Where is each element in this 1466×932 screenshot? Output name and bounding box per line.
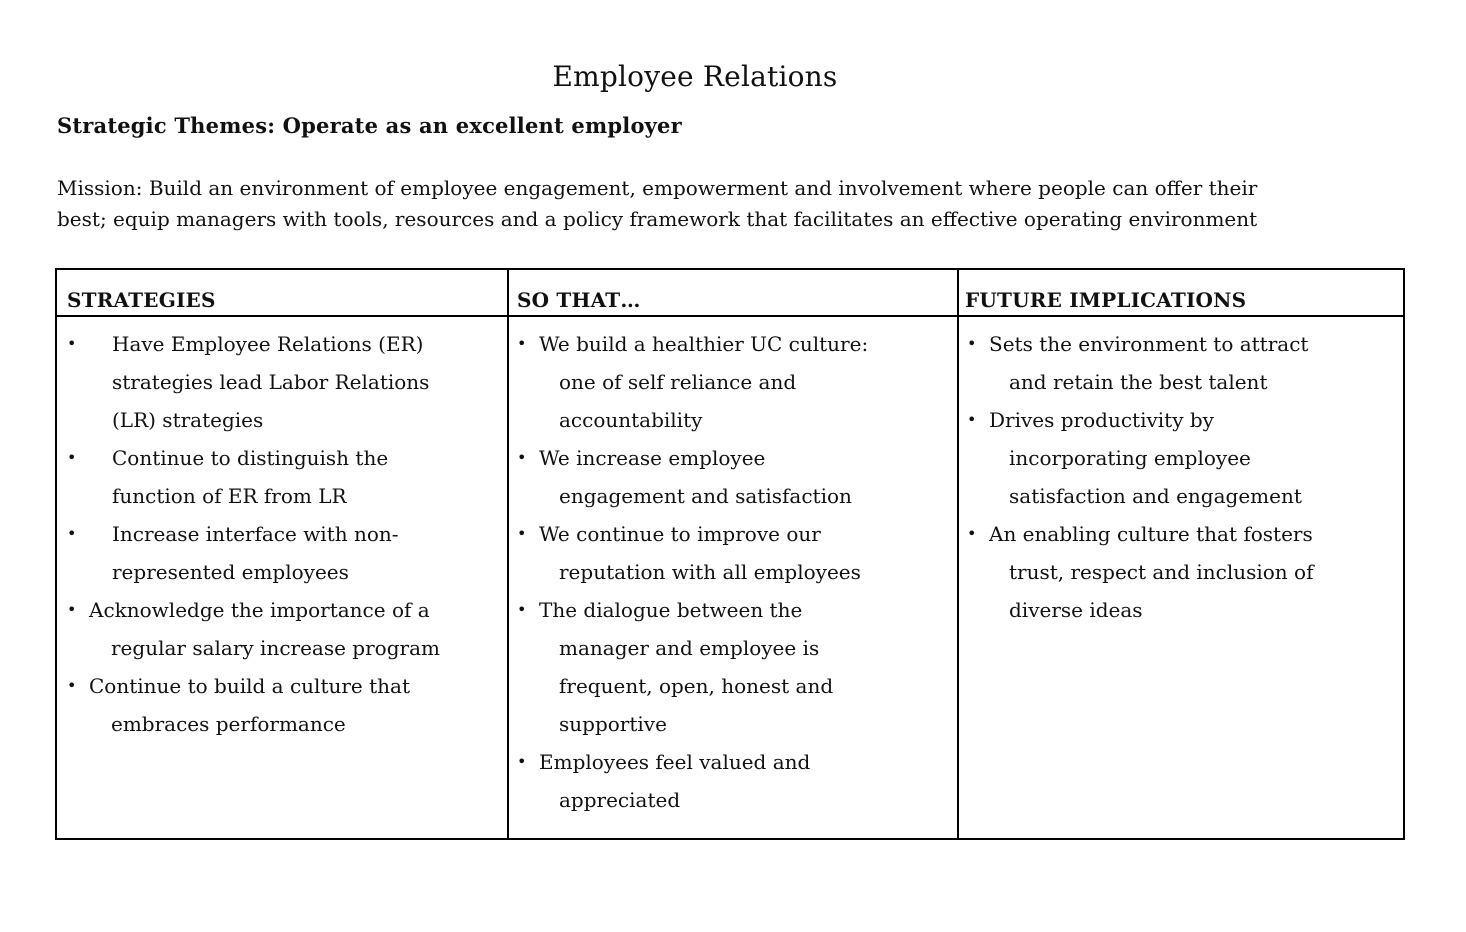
bullet-icon: •	[517, 448, 527, 467]
strategic-themes: Strategic Themes: Operate as an excellent employer	[57, 113, 682, 138]
mission-statement	[57, 173, 1347, 235]
bullet-icon: •	[517, 600, 527, 619]
list-item	[517, 515, 951, 591]
bullet-icon: •	[967, 524, 977, 543]
future-implications-list	[967, 325, 1399, 629]
item-text: Increase interface with non-	[112, 522, 399, 546]
future-implications-column	[957, 270, 1405, 838]
so-that-column	[507, 270, 959, 838]
item-text-continued: diverse ideas	[1009, 598, 1143, 622]
strategy-table	[55, 268, 1405, 840]
list-item	[517, 439, 951, 515]
mission-line-1: Mission: Build an environment of employee engagement, empowerment and involvement where people can offer their	[57, 176, 1258, 200]
item-text-continued: accountability	[559, 408, 703, 432]
list-item	[67, 439, 501, 515]
item-text-continued: frequent, open, honest and	[559, 674, 834, 698]
column-header-cell	[957, 270, 1405, 317]
item-text-continued: appreciated	[559, 788, 681, 812]
bullet-icon: •	[967, 410, 977, 429]
item-text-continued: satisfaction and engagement	[1009, 484, 1302, 508]
item-text: We increase employee	[539, 446, 766, 470]
column-header-cell	[57, 270, 507, 317]
item-text: Continue to distinguish the	[112, 446, 389, 470]
item-text: Continue to build a culture that	[89, 674, 410, 698]
item-text: Drives productivity by	[989, 408, 1214, 432]
column-header-so-that: SO THAT…	[517, 288, 641, 312]
list-item	[517, 591, 951, 743]
item-text: We build a healthier UC culture:	[539, 332, 869, 356]
so-that-list	[517, 325, 951, 819]
list-item	[967, 325, 1399, 401]
bullet-icon: •	[967, 334, 977, 353]
item-text: Acknowledge the importance of a	[89, 598, 430, 622]
bullet-icon: •	[67, 600, 77, 619]
bullet-icon: •	[67, 448, 77, 467]
item-text-continued: represented employees	[112, 560, 349, 584]
list-item	[67, 667, 501, 743]
list-item	[967, 401, 1399, 515]
list-item	[517, 743, 951, 819]
list-item	[517, 325, 951, 439]
item-text-continued: (LR) strategies	[112, 408, 264, 432]
column-header-cell	[507, 270, 957, 317]
item-text-continued: embraces performance	[111, 712, 346, 736]
item-text: We continue to improve our	[539, 522, 821, 546]
list-item	[67, 515, 501, 591]
list-item	[67, 591, 501, 667]
bullet-icon: •	[67, 524, 77, 543]
bullet-icon: •	[517, 752, 527, 771]
list-item	[67, 325, 501, 439]
item-text: Employees feel valued and	[539, 750, 811, 774]
mission-line-2: best; equip managers with tools, resources and a policy framework that facilitates an effective operating environment	[57, 207, 1258, 231]
page-title: Employee Relations	[552, 60, 838, 93]
item-text-continued: and retain the best talent	[1009, 370, 1268, 394]
item-text-continued: supportive	[559, 712, 667, 736]
item-text-continued: manager and employee is	[559, 636, 820, 660]
bullet-icon: •	[517, 334, 527, 353]
bullet-icon: •	[67, 676, 77, 695]
item-text-continued: strategies lead Labor Relations	[112, 370, 430, 394]
item-text: Sets the environment to attract	[989, 332, 1309, 356]
column-header-strategies: STRATEGIES	[67, 288, 216, 312]
item-text-continued: reputation with all employees	[559, 560, 861, 584]
item-text-continued: trust, respect and inclusion of	[1009, 560, 1314, 584]
item-text: The dialogue between the	[539, 598, 803, 622]
item-text-continued: one of self reliance and	[559, 370, 797, 394]
bullet-icon: •	[67, 334, 77, 353]
item-text: An enabling culture that fosters	[989, 522, 1313, 546]
strategies-column	[57, 270, 509, 838]
item-text-continued: function of ER from LR	[112, 484, 347, 508]
strategies-list	[67, 325, 501, 743]
item-text-continued: engagement and satisfaction	[559, 484, 852, 508]
list-item	[967, 515, 1399, 629]
item-text-continued: regular salary increase program	[111, 636, 440, 660]
item-text-continued: incorporating employee	[1009, 446, 1251, 470]
column-header-future-implications: FUTURE IMPLICATIONS	[965, 288, 1247, 312]
item-text: Have Employee Relations (ER)	[112, 332, 424, 356]
bullet-icon: •	[517, 524, 527, 543]
